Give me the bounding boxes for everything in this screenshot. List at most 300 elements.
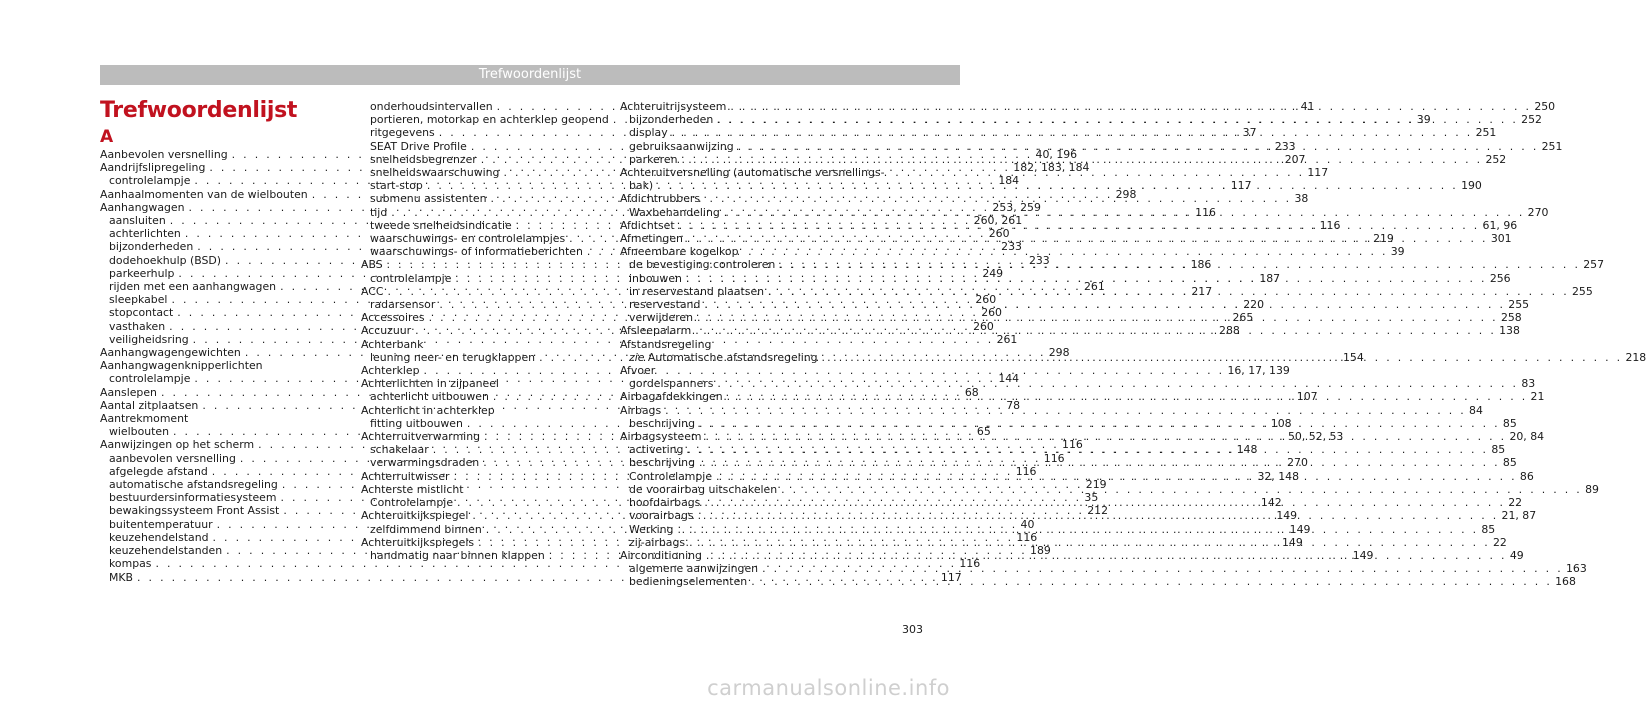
dot-leader — [693, 311, 1501, 324]
entry-page-ref: 255 — [1571, 284, 1593, 298]
dot-leader — [653, 179, 1461, 192]
dot-leader — [747, 575, 1555, 588]
entry-label-text: in reservestand plaatsen — [629, 284, 765, 298]
entry-label-text: Waxbehandeling — [629, 205, 720, 219]
entry-page-ref: 154 — [1342, 350, 1364, 364]
entry-label-text: Aantal zitplaatsen — [100, 398, 199, 412]
entry-label-text: algemene aanwijzingen — [629, 562, 759, 576]
entry-page-ref: 255 — [1508, 298, 1530, 312]
entry-label — [109, 227, 181, 240]
entry-label — [370, 140, 467, 153]
entry-label-text: MKB — [109, 570, 134, 584]
entry-label-text: buitentemperatuur — [109, 517, 213, 531]
entry-label-text: gordelspanners — [629, 377, 714, 391]
entry-label-text: hoofdairbags — [629, 496, 701, 510]
section-title: Trefwoordenlijst — [100, 98, 298, 123]
entry-label-text: keuzehendelstand — [109, 530, 209, 544]
entry-page-ref: 252 — [1485, 152, 1507, 166]
entry-page-ref: 189 — [1030, 544, 1051, 558]
entry-page-ref: 35 — [1084, 491, 1099, 505]
entry-label-text: inbouwen — [629, 271, 682, 285]
entry-page-ref: 117 — [1307, 166, 1329, 180]
entry-label-text: snelheidswaarschuwing — [370, 166, 500, 180]
entry-page-ref: 117 — [940, 570, 962, 584]
entry-page-ref: 116 — [1015, 464, 1037, 478]
entry-label-text: parkeren — [629, 152, 678, 166]
dot-leader — [700, 496, 1508, 509]
entry-label — [370, 272, 451, 285]
entry-label-text: Achterklep — [361, 364, 420, 378]
entry-page-ref: 260 — [981, 306, 1002, 320]
entry-label — [109, 267, 174, 280]
entry-page-ref: 207 — [1284, 152, 1306, 166]
entry-page-ref: 107 — [1296, 390, 1318, 404]
entry-label-text: Airbagafdekkingen — [620, 390, 723, 404]
entry-label-text: beschrijving — [629, 456, 695, 470]
entry-label — [100, 412, 188, 425]
entry-label — [620, 430, 702, 443]
entry-label-text: tweede snelheidsindicatie — [370, 218, 512, 232]
entry-label — [629, 153, 678, 166]
entry-label — [629, 575, 747, 588]
entry-label-text: reservestand — [629, 298, 701, 312]
dot-leader — [758, 562, 1566, 575]
entry-page-ref: 219 — [1085, 478, 1107, 492]
entry-label — [370, 351, 535, 364]
entry-label — [370, 232, 565, 245]
entry-label — [629, 456, 695, 469]
entry-label-text: dodehoekhulp (BSD) — [109, 253, 222, 267]
entry-label-text: zelfdimmend binnen — [370, 522, 482, 536]
entry-label — [370, 100, 493, 113]
entry-label — [361, 338, 423, 351]
entry-label — [629, 351, 818, 364]
entry-label-text: Airbags — [620, 403, 662, 417]
entry-label — [109, 478, 278, 491]
entry-label-text: wielbouten — [109, 425, 170, 439]
entry-label — [109, 306, 173, 319]
entry-page-ref: 116 — [1043, 451, 1065, 465]
entry-label-text: Accuzuur — [361, 324, 412, 338]
dot-leader — [764, 285, 1572, 298]
entry-label-text: keuzehendelstanden — [109, 544, 223, 558]
entry-page-ref: 108 — [1270, 416, 1292, 430]
entry-label-text: ACC — [361, 284, 384, 298]
dot-leader — [702, 430, 1510, 443]
entry-label — [109, 372, 190, 385]
entry-page-ref: 40 — [1020, 517, 1035, 531]
entry-label — [629, 179, 653, 192]
dot-leader — [720, 206, 1528, 219]
entry-page-ref: 117 — [1230, 179, 1252, 193]
entry-page-ref: 233 — [1001, 240, 1022, 254]
entry-label — [370, 153, 477, 166]
entry-page-ref: 149 — [1282, 535, 1303, 549]
entry-label-text: Achterlichten in zijpaneel — [361, 377, 499, 391]
dot-leader — [702, 549, 1510, 562]
entry-label — [109, 254, 221, 267]
entry-label-text: start-stop — [370, 179, 423, 193]
entry-label — [109, 320, 165, 333]
index-entry — [361, 404, 591, 417]
entry-label — [620, 219, 675, 232]
entry-page-ref: 116 — [959, 557, 981, 571]
entry-label — [370, 113, 609, 126]
entry-label — [370, 417, 463, 430]
entry-label — [629, 298, 700, 311]
entry-page-ref: 89 — [1585, 482, 1599, 496]
dot-leader — [661, 404, 1469, 417]
dot-leader — [682, 272, 1490, 285]
entry-label-text: Aanhaalmomenten van de wielbouten — [100, 187, 308, 201]
entry-page-ref: 83 — [1521, 377, 1536, 391]
entry-label — [370, 523, 482, 536]
entry-page-ref: 22 — [1508, 496, 1523, 510]
dot-leader — [700, 298, 1508, 311]
entry-label — [370, 206, 387, 219]
entry-page-ref: 256 — [1489, 271, 1511, 285]
entry-label — [370, 298, 435, 311]
entry-page-ref: 298 — [1048, 346, 1070, 360]
entry-page-ref: 138 — [1499, 324, 1520, 338]
entry-label — [629, 126, 668, 139]
entry-label-text: portieren, motorkap en achterklep geopend — [370, 113, 609, 127]
entry-page-ref: 288 — [1219, 324, 1240, 338]
entry-page-ref: 40, 196 — [1035, 148, 1078, 161]
entry-label — [361, 285, 383, 298]
entry-label-text: Achteruitkijkspiegels — [361, 535, 475, 549]
entry-label — [361, 536, 474, 549]
entry-page-ref: 149 — [1289, 522, 1311, 536]
dot-leader — [668, 126, 1476, 139]
dot-leader — [734, 140, 1542, 153]
entry-label-text: rijden met een aanhangwagen — [109, 280, 277, 294]
entry-label-text: aanbevolen versnelling — [109, 451, 236, 465]
entry-label-text: tijd — [370, 205, 388, 219]
entry-label — [629, 523, 673, 536]
entry-page-ref: 116 — [1319, 218, 1341, 232]
entry-label-text: fitting uitbouwen — [370, 416, 463, 430]
entry-label-text: controlelampje — [109, 372, 191, 386]
entry-label-text: achterlicht uitbouwen — [370, 390, 489, 404]
entry-page-ref: 61, 96 — [1482, 218, 1518, 232]
entry-label-text: Aanhangwagen — [100, 200, 185, 214]
entry-label — [109, 557, 151, 570]
entry-label-text: Airbagsysteem — [620, 430, 702, 444]
index-entry — [361, 483, 591, 496]
entry-label — [370, 245, 583, 258]
entry-label-text: Achteruitrijsysteem — [620, 100, 727, 113]
entry-label-text: Aanbevolen versnelling — [100, 148, 228, 161]
entry-page-ref: 190 — [1461, 179, 1482, 193]
entry-page-ref: 301 — [1490, 232, 1512, 246]
entry-page-ref: 78 — [1006, 398, 1021, 412]
index-entry — [620, 364, 850, 377]
entry-page-ref: 65 — [976, 425, 991, 439]
entry-page-ref: 39 — [1390, 245, 1405, 259]
entry-page-ref: 217 — [1191, 284, 1213, 298]
dot-leader — [695, 417, 1503, 430]
running-header — [100, 65, 960, 85]
dot-leader — [691, 324, 1499, 337]
entry-label-text: display — [629, 126, 668, 140]
entry-page-ref: 85 — [1502, 456, 1517, 470]
entry-label-text: sleepkabel — [109, 293, 168, 307]
entry-label-text: Airconditioning — [620, 548, 702, 562]
entry-page-ref: 257 — [1583, 258, 1605, 272]
entry-label-text: aansluiten — [109, 214, 166, 228]
entry-label — [361, 404, 495, 417]
entry-page-ref: 21, 87 — [1501, 509, 1537, 523]
dot-leader — [675, 219, 1483, 232]
entry-label-text: ABS — [361, 258, 383, 272]
entry-label — [629, 140, 734, 153]
entry-label — [629, 417, 695, 430]
entry-label — [109, 491, 276, 504]
entry-page-ref: 85 — [1481, 522, 1496, 536]
entry-label — [629, 377, 713, 390]
dot-leader — [723, 390, 1531, 403]
dot-leader — [487, 192, 1295, 205]
entry-page-ref: 260, 261 — [973, 214, 1023, 228]
dot-leader — [712, 470, 1520, 483]
entry-label — [109, 333, 189, 346]
entry-label — [109, 544, 222, 557]
entry-label — [629, 496, 700, 509]
entry-page-ref: 258 — [1500, 311, 1522, 325]
entry-page-ref: 251 — [1475, 126, 1497, 140]
entry-label-text: Achterste mistlicht — [361, 482, 464, 496]
entry-label-text: radarsensor — [370, 298, 436, 312]
entry-label-text: Controlelampje — [629, 469, 713, 483]
dot-leader — [683, 443, 1491, 456]
entry-page-ref: 298 — [1115, 187, 1137, 201]
entry-page-ref: 38 — [1294, 192, 1309, 206]
entry-label — [109, 425, 169, 438]
entry-page-ref: 149 — [1276, 509, 1298, 523]
entry-page-ref: 16, 17, 139 — [1227, 364, 1290, 378]
entry-label — [629, 536, 685, 549]
entry-label-text: Aanwijzingen op het scherm — [100, 438, 255, 452]
entry-page-ref: 22 — [1492, 535, 1507, 549]
entry-label-text: controlelampje — [370, 271, 452, 285]
watermark: carmanualsonline.info — [707, 676, 950, 700]
entry-label — [100, 386, 157, 399]
entry-page-ref: 144 — [998, 372, 1020, 386]
entry-label — [629, 272, 682, 285]
entry-label — [109, 174, 190, 187]
dot-leader — [713, 113, 1521, 126]
entry-label — [620, 364, 655, 377]
entry-label-text: snelheidsbegrenzer — [370, 152, 477, 166]
entry-label-text: bedieningselementen — [629, 575, 748, 589]
entry-label-text: handmatig naar binnen klappen — [370, 548, 545, 562]
entry-label — [100, 201, 185, 214]
see-reference-prefix: zie — [629, 350, 645, 364]
entry-page-ref: 85 — [1491, 443, 1506, 457]
index-entry — [620, 166, 885, 180]
entry-page-ref: 253, 259 — [992, 200, 1041, 214]
entry-label — [100, 148, 228, 161]
entry-label-text: Aanhangwagengewichten — [100, 346, 241, 360]
entry-label — [629, 562, 758, 575]
entry-label-text: leuning neer- en terugklappen — [370, 350, 536, 364]
entry-label — [100, 188, 308, 201]
entry-label — [370, 456, 479, 469]
entry-label — [361, 509, 468, 522]
entry-page-ref: 265 — [1232, 311, 1254, 325]
entry-label — [361, 430, 480, 443]
entry-label — [370, 126, 435, 139]
entry-page-ref: 84 — [1469, 403, 1483, 417]
entry-label-text: Achterruitverwarming — [361, 430, 481, 444]
entry-label — [100, 161, 205, 174]
entry-page-ref: 163 — [1565, 562, 1587, 576]
dot-leader — [775, 258, 1583, 271]
entry-page-ref: 270 — [1287, 456, 1308, 470]
entry-label-text: afgelegde afstand — [109, 464, 208, 478]
index-entry — [100, 412, 330, 425]
entry-label-text: vasthaken — [109, 319, 166, 333]
entry-page-ref: 142 — [1260, 496, 1282, 510]
entry-label — [370, 496, 453, 509]
entry-page-ref: 218 — [1625, 350, 1646, 364]
entry-page-ref: 220 — [1243, 298, 1265, 312]
entry-label — [100, 359, 263, 372]
entry-page-ref: 50, 52, 53 — [1287, 430, 1344, 444]
entry-label — [109, 531, 209, 544]
entry-label-text: onderhoudsintervallen — [370, 100, 493, 113]
entry-label — [620, 245, 739, 258]
entry-label — [629, 443, 683, 456]
entry-label-text: waarschuwings- en controlelampjes — [370, 232, 566, 246]
index-entry — [620, 192, 850, 205]
dot-leader — [726, 100, 1534, 113]
entry-label — [620, 192, 700, 205]
entry-page-ref: 260 — [973, 319, 994, 333]
entry-label — [620, 549, 702, 562]
entry-page-ref: 249 — [982, 266, 1004, 280]
entry-page-ref: 182, 183, 184 — [1013, 161, 1090, 175]
entry-page-ref: 184 — [998, 174, 1020, 188]
entry-label-text: Afdichtset — [620, 218, 675, 232]
entry-label — [109, 280, 276, 293]
entry-page-ref: 116 — [1062, 438, 1083, 452]
entry-label — [109, 293, 167, 306]
entry-label-text: Afmetingen — [620, 232, 683, 246]
entry-label — [629, 206, 720, 219]
entry-label — [620, 324, 691, 337]
entry-label-text: Afneembare kogelkop — [620, 245, 739, 259]
entry-label-text: Aantrekmoment — [100, 412, 189, 426]
entry-label-text: Aanslepen — [100, 385, 157, 399]
entry-page-ref: 186 — [1190, 258, 1212, 272]
entry-label-text: Controlelampje — [370, 496, 454, 510]
entry-label — [370, 166, 499, 179]
entry-label — [629, 285, 764, 298]
dot-leader — [673, 523, 1481, 536]
index-entry — [361, 338, 591, 351]
entry-label — [109, 452, 236, 465]
entry-label — [629, 483, 777, 496]
entry-page-ref: 68 — [964, 385, 979, 399]
entry-page-ref: 37 — [1242, 126, 1257, 140]
entry-page-ref: 270 — [1527, 205, 1549, 219]
index-entry — [361, 377, 591, 390]
entry-label — [361, 377, 499, 390]
entry-label — [361, 258, 383, 271]
entry-page-ref: 116 — [1195, 205, 1216, 219]
running-header-title: Trefwoordenlijst — [478, 67, 582, 82]
entry-label — [370, 219, 512, 232]
entry-label — [100, 438, 254, 451]
dot-leader — [695, 456, 1503, 469]
dot-leader — [678, 153, 1486, 166]
entry-label — [109, 240, 193, 253]
entry-label-text: Afstandsregeling — [620, 337, 712, 351]
entry-label — [370, 443, 429, 456]
entry-page-ref: 219 — [1373, 232, 1394, 246]
entry-page-ref: 32, 148 — [1257, 469, 1300, 483]
index-entry — [620, 245, 850, 258]
entry-label — [620, 166, 885, 179]
entry-page-ref: 261 — [1083, 280, 1105, 294]
entry-label-text: kompas — [109, 557, 152, 571]
entry-page-ref: 41 — [1300, 100, 1315, 113]
entry-label — [370, 179, 423, 192]
entry-page-ref: 21 — [1530, 390, 1545, 404]
entry-label-text: submenu assistenten — [370, 192, 487, 206]
entry-label — [109, 214, 166, 227]
entry-page-ref: 233 — [1028, 253, 1050, 267]
entry-label-text: verwijderen — [629, 311, 694, 325]
entry-label-text: ritgegevens — [370, 126, 435, 140]
entry-page-ref: 187 — [1259, 271, 1281, 285]
entry-label — [629, 258, 775, 271]
entry-label — [361, 324, 411, 337]
entry-label — [361, 311, 425, 324]
entry-label-text: veiligheidsring — [109, 332, 189, 346]
page-number: 303 — [902, 623, 923, 636]
entry-label-text: zij-airbags — [629, 535, 686, 549]
entry-label — [620, 100, 726, 113]
entry-label-text: Achterruitwisser — [361, 469, 450, 483]
dot-leader — [694, 509, 1502, 522]
entry-label-text: achterlichten — [109, 227, 181, 241]
dot-leader — [777, 483, 1585, 496]
dot-leader — [818, 351, 1626, 364]
entry-label — [370, 192, 487, 205]
entry-label — [620, 404, 661, 417]
entry-page-ref: 233 — [1274, 139, 1296, 153]
entry-label-text: verwarmingsdraden — [370, 456, 480, 470]
entry-label — [109, 571, 133, 584]
entry-label-text: Aanhangwagenknipperlichten — [100, 359, 263, 373]
entry-label-text: beschrijving — [629, 416, 695, 430]
entry-label-text: activering — [629, 443, 684, 457]
entry-page-ref: 212 — [1087, 504, 1109, 518]
entry-label — [629, 509, 694, 522]
entry-page-ref: 260 — [975, 293, 997, 307]
entry-label — [109, 465, 208, 478]
entry-label — [370, 390, 489, 403]
entry-label — [370, 549, 545, 562]
entry-page-ref: 250 — [1534, 100, 1556, 113]
entry-label-text: Accessoires — [361, 311, 425, 325]
entry-label-text: voorairbags — [629, 509, 694, 523]
entry-label — [109, 518, 213, 531]
entry-label-text: automatische afstandsregeling — [109, 478, 278, 492]
